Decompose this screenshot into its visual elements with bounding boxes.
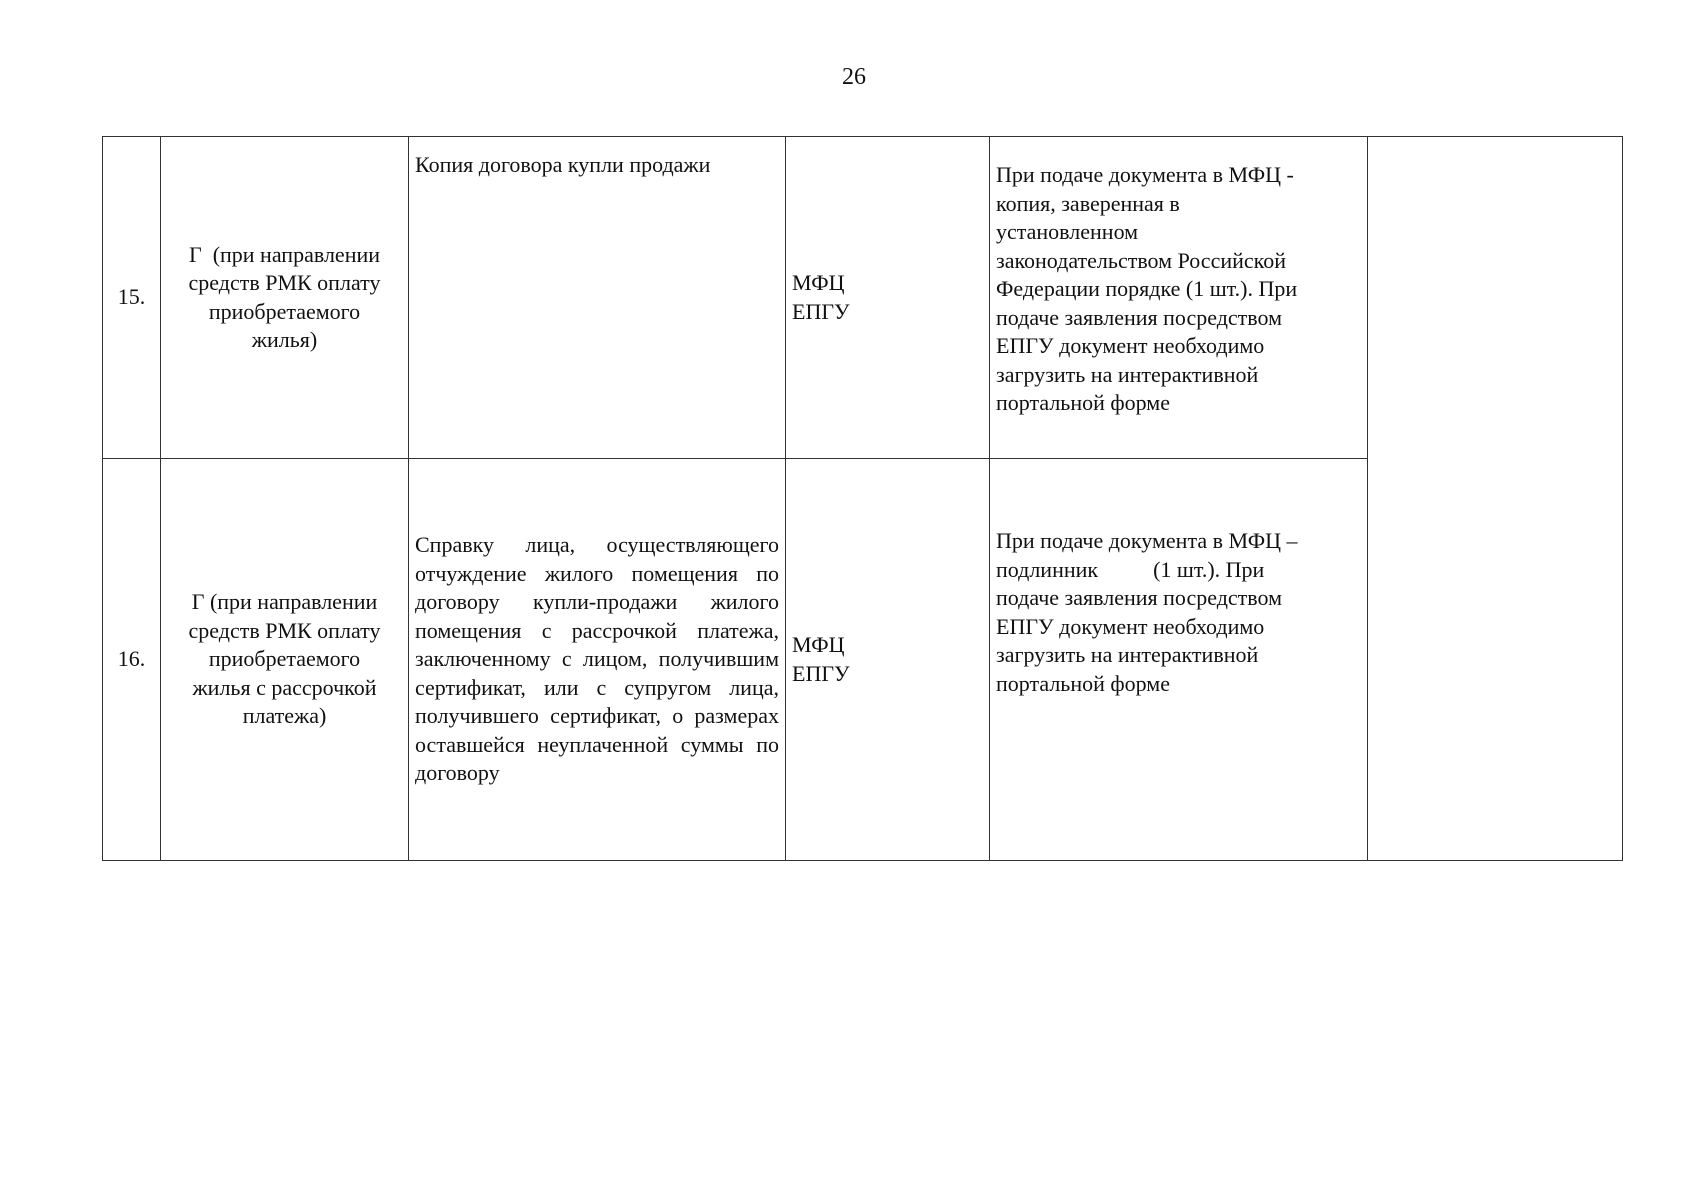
note-line: подлинник (1 шт.). При [996, 556, 1265, 582]
row-number-cell: 15. [103, 137, 161, 459]
note-line: портальной форме [996, 670, 1170, 696]
category-line: Г (при направлении [188, 241, 381, 267]
category-line: приобретаемого [208, 646, 361, 672]
document-cell: Копия договора купли продажи [409, 137, 786, 459]
table-row [103, 137, 1623, 459]
note-line: копия, заверенная в [996, 190, 1180, 216]
note-line: законодательством Российской [996, 247, 1286, 273]
note-line: ЕПГУ документ необходимо [996, 613, 1265, 639]
category-line: жилья) [251, 327, 318, 352]
category-line: платежа) [242, 703, 327, 729]
source-cell [786, 459, 990, 861]
note-line: подаче заявления посредством [996, 585, 1282, 610]
note-line: Федерации порядке (1 шт.). При [996, 276, 1298, 301]
note-line: установленном [996, 219, 1139, 244]
category-cell [161, 137, 409, 459]
note-line: При подаче документа в МФЦ – [996, 528, 1298, 553]
documents-table [102, 136, 1623, 861]
note-line: подаче заявления посредством [996, 304, 1282, 330]
category-line: приобретаемого [208, 298, 361, 324]
note-line: ЕПГУ документ необходимо [996, 333, 1265, 358]
note-cell [990, 137, 1368, 459]
category-line: средств РМК оплату [188, 270, 381, 295]
empty-cell [1368, 137, 1623, 861]
document-cell: Справку лица, осуществляющего отчуждение жилого помещения по договору купли-продажи жилого помещения с рассрочкой платежа, заключенному с лицом, получившим сертификат, или с супругом лица, получившего сертификат, о размерах оставшейся неуплаченной суммы по договору [409, 459, 786, 861]
source-line: ЕПГУ [792, 660, 850, 686]
category-line: Г (при направлении [191, 589, 378, 615]
row-number-cell: 16. [103, 459, 161, 861]
note-line: портальной форме [996, 390, 1170, 415]
note-cell [990, 459, 1368, 861]
page-number: 26 [842, 64, 866, 90]
source-line: МФЦ [792, 270, 845, 295]
note-line: При подаче документа в МФЦ - [996, 162, 1294, 187]
category-line: жилья с рассрочкой [192, 674, 377, 700]
note-line: загрузить на интерактивной [996, 642, 1259, 667]
category-line: средств РМК оплату [188, 617, 381, 643]
source-cell [786, 137, 990, 459]
source-line: ЕПГУ [792, 298, 850, 324]
category-cell [161, 459, 409, 861]
note-line: загрузить на интерактивной [996, 361, 1259, 387]
source-line: МФЦ [792, 632, 845, 657]
